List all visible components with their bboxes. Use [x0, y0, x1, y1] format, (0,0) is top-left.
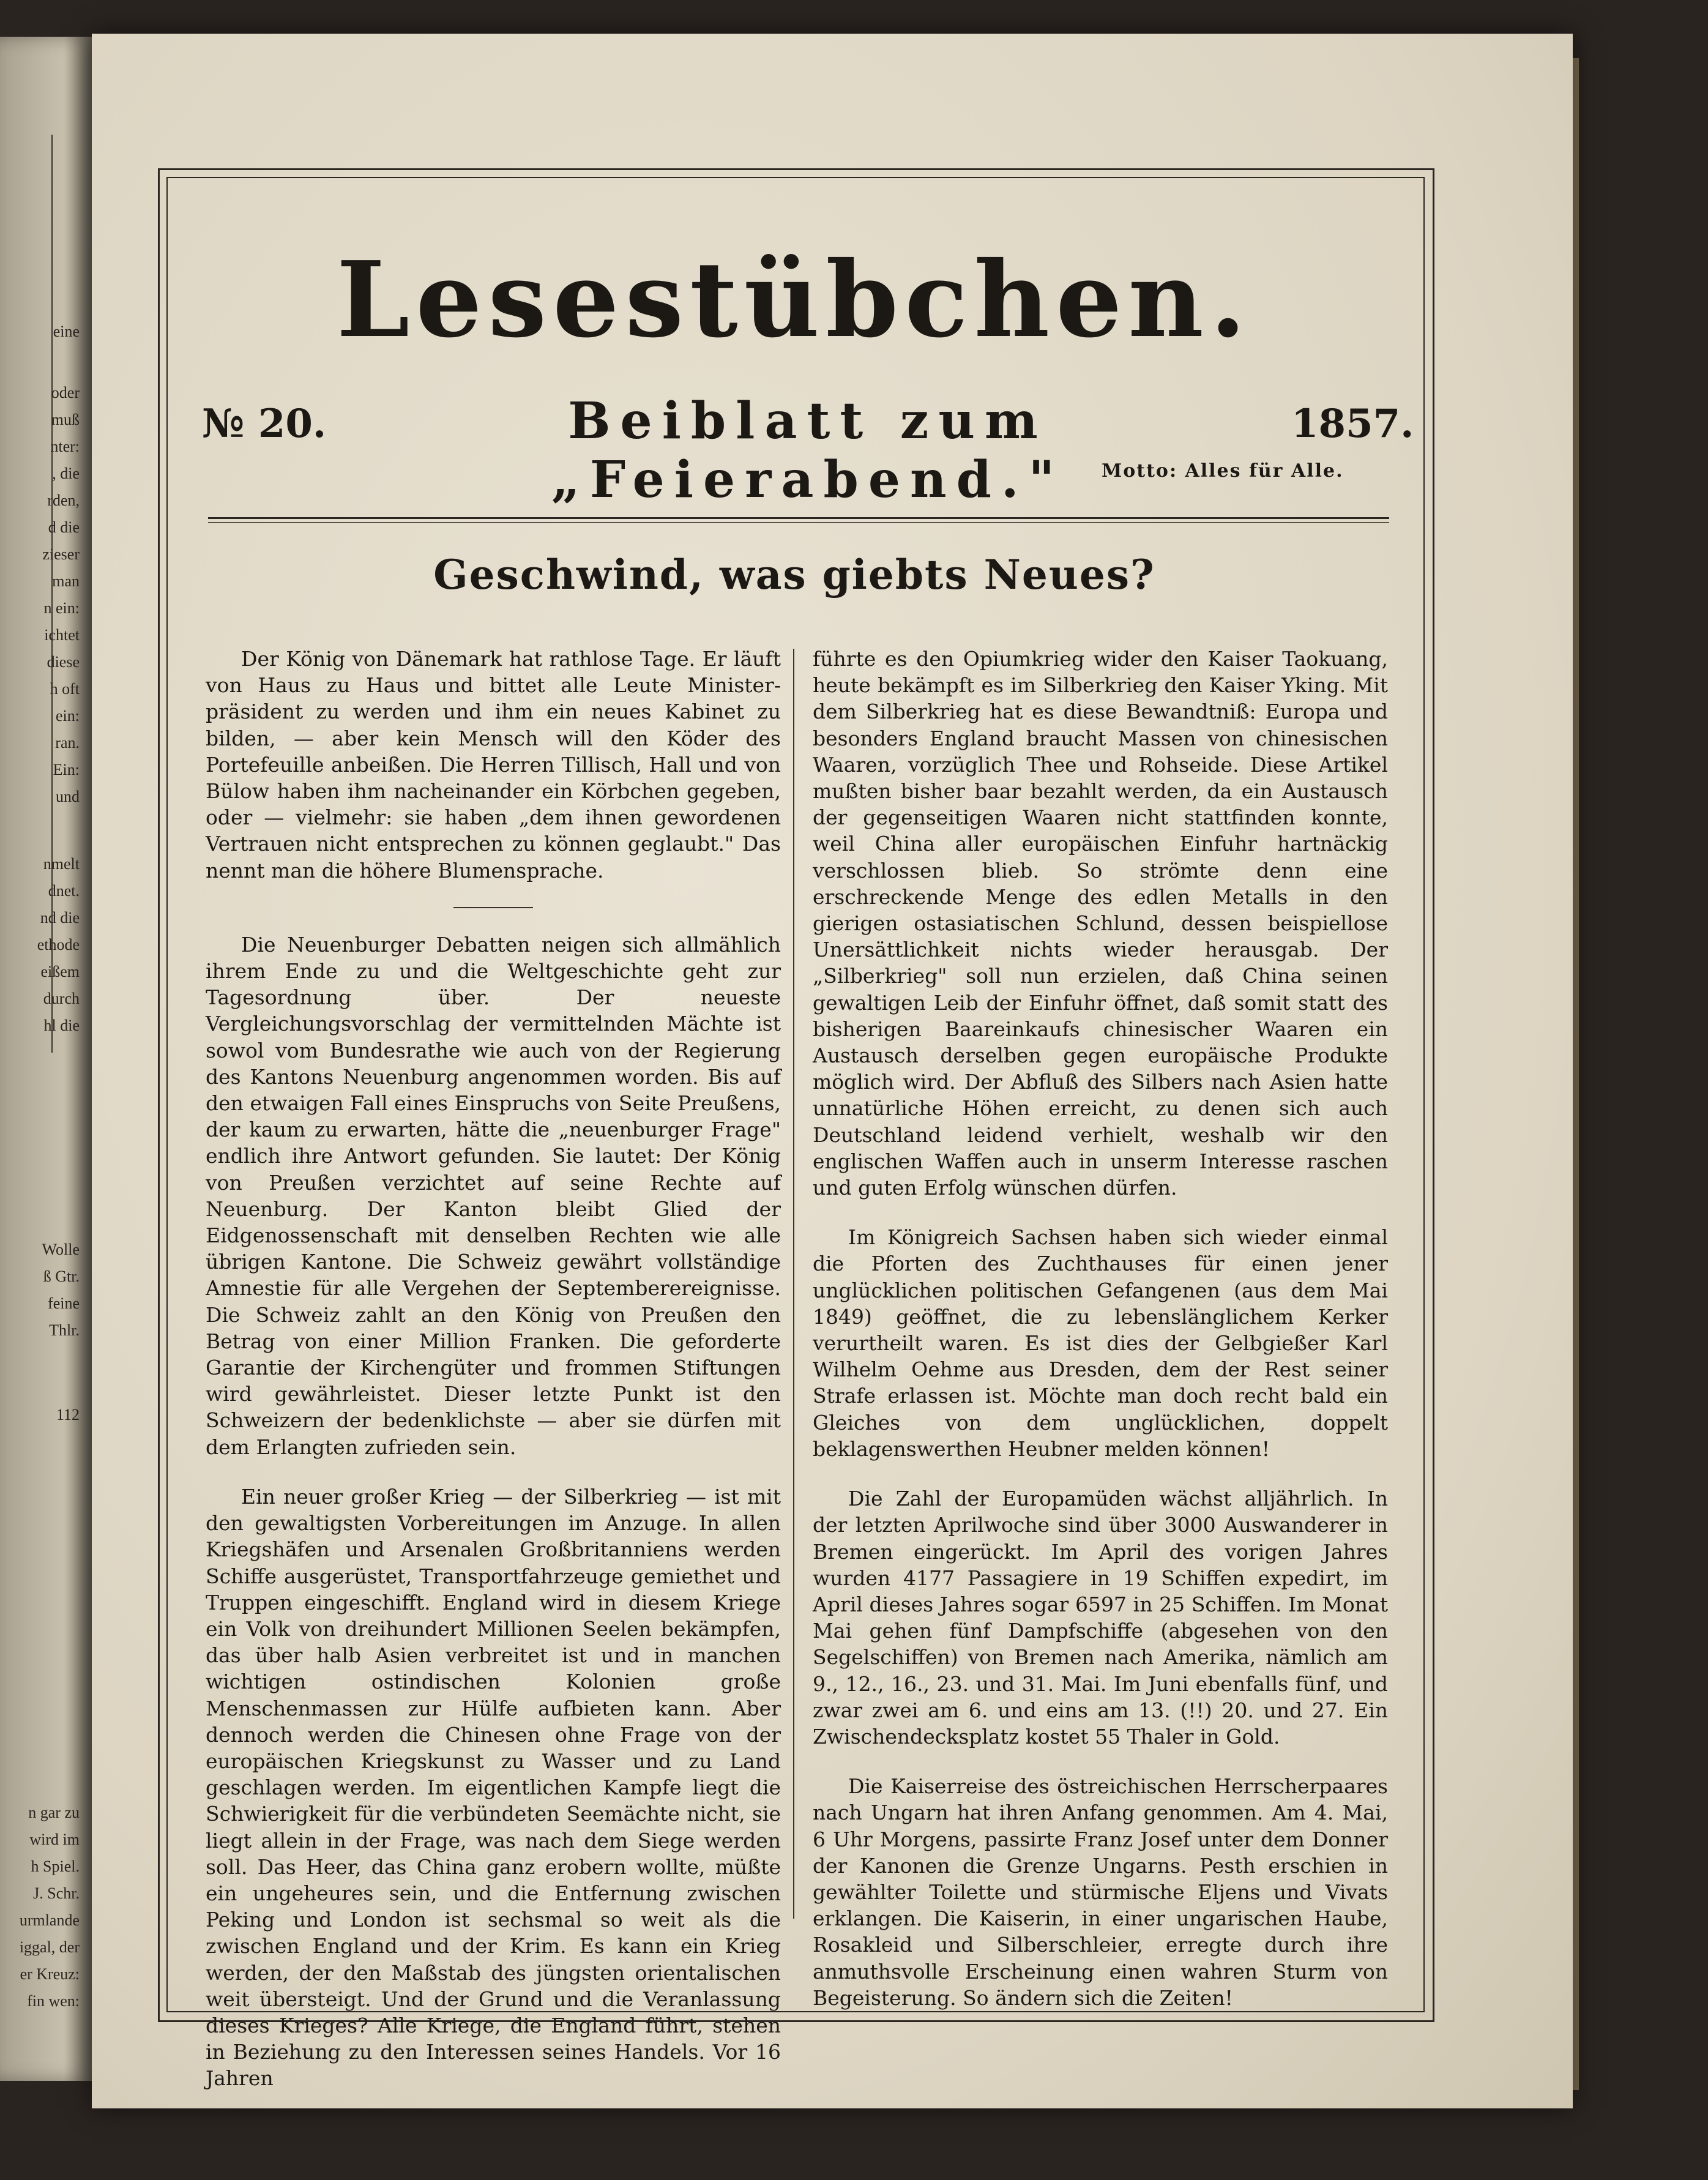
facing-page-fragment: h Spiel. — [31, 1857, 80, 1875]
facing-page-fragment: fin wen: — [27, 1992, 80, 2010]
facing-page-fragment: nmelt — [43, 855, 80, 873]
facing-page-fragment: Thlr. — [49, 1321, 80, 1339]
facing-page-fragment: ran. — [55, 734, 80, 752]
article-paragraph: Ein neuer großer Krieg — der Silberkrieg — ist mit den gewaltigsten Vorbereitungen im Anzuge. In allen Kriegshäfen und Arsenalen Großbritanniens werden Schiffe ausgerüstet, Transportfahrzeuge gemiethet und Truppen eingeschifft. England wird in diesem Kriege ein Volk von dreihundert Millionen Seelen bekämpfen, das über halb Asien verbreitet ist und in manchen wichtigen ostindischen Kolonien große Menschenmassen zur Hülfe aufbieten kann. Aber dennoch werden die Chinesen ohne Frage von der europäischen Kriegskunst zu Wasser und zu Land geschlagen werden. Im eigentlichen Kampfe liegt die Schwierigkeit für die verbündeten Seemächte nicht, sie liegt allein in der Frage, was nach dem Siege werden soll. Das Heer, das China ganz erobern wollte, müßte ein ungeheures sein, und die Entfernung zwischen Peking und London ist sechsmal so weit als die zwischen England und der Krim. Es kann ein Krieg werden, der den Maßstab des jüngsten orientalischen weit übersteigt. Und der Grund und die Veranlassung dieses Krieges? Alle Kriege, die England führt, stehen in Beziehung zu den Interessen seines Handels. Vor 16 Jahren — [206, 1484, 781, 2091]
facing-page-fragment: diese — [47, 653, 80, 671]
column-divider — [793, 649, 794, 1919]
facing-page-fragment: durch — [43, 990, 80, 1007]
article-paragraph: Die Zahl der Europamüden wächst alljährlich. In der letzten Aprilwoche sind über 3000 Auswanderer in Bremen eingerückt. Im April des vorigen Jahres wurden 4177 Passagiere in 19 Schiffen expedirt, im April dieses Jahres sogar 6597 in 25 Schiffen. Im Monat Mai gehen fünf Dampfschiffe (abgesehen von den Segelschiffen) von Bremen nach Amerika, nämlich am 9., 12., 16., 23. und 31. Mai. Im Juni ebenfalls fünf, und zwar zwei am 6. und eins am 13. (!!) 20. und 27. Ein Zwischendecksplatz kostet 55 Thaler in Gold. — [813, 1487, 1388, 1749]
left-column — [206, 646, 781, 2115]
facing-page-fragment: eißem — [40, 963, 80, 980]
facing-page-fragment: zieser — [42, 545, 80, 563]
facing-page-fragment: ein: — [56, 707, 80, 725]
facing-page-fragment: n gar zu — [28, 1804, 80, 1821]
masthead-title: Lesestübchen. — [336, 239, 1253, 361]
facing-page-fragment: d die — [48, 518, 80, 536]
article-headline: Geschwind, was giebts Neues? — [433, 551, 1155, 599]
facing-page-fragment: hl die — [43, 1017, 80, 1034]
facing-page-fragment: er Kreuz: — [20, 1965, 80, 1983]
article-paragraph: Die Kaiserreise des östreichischen Herrscherpaares nach Ungarn hat ihren Anfang genommen. Am 4. Mai, 6 Uhr Morgens, passirte Franz Josef unter dem Donner der Kanonen die Grenze Ungarns. Pesth erschien in gewählter Toilette und stürmische Eljens und Vivats erklangen. Die Kaiserin, in einer ungarischen Haube, Rosakleid und Silberschleier, erregte durch ihre anmuthsvolle Erscheinung einen wahren Sturm von Begeisterung. So ändern sich die Zeiten! — [813, 1774, 1388, 2010]
facing-page-fragment: 112 — [56, 1406, 80, 1424]
facing-page-fragment: muß — [51, 411, 80, 428]
facing-page-fragment: Ein: — [53, 761, 80, 778]
article-paragraph: führte es den Opiumkrieg wider den Kaiser Taokuang, heute bekämpft es im Silberkrieg den Kaiser Yking. Mit dem Silberkrieg hat es diese Bewandtniß: Europa und besonders England braucht Massen von chinesischen Waaren, vorzüglich Thee und Rohseide. Diese Artikel mußten bisher baar bezahlt werden, da ein Austausch der gegenseitigen Waaren nicht stattfinden konnte, weil China aller europäischen Einfuhr hartnäckig verschlossen blieb. So strömte denn eine erschreckende Menge des edlen Metalls in den gierigen ostasiatischen Schlund, dessen beispiellose Unersättlichkeit nichts wieder herausgab. Der „Silberkrieg" soll nun erzielen, daß China seinen gewaltigen Leib der Einfuhr öffnet, daß somit statt des bisherigen Baareinkaufs chinesischer Waaren ein Austausch derselben gegen europäische Produkte möglich wird. Der Abfluß des Silbers nach Asien hatte unnatürliche Höhen erreicht, zu denen sich auch Deutschland leidend verhielt, weshalb wir den englischen Waffen auch in unserm Interesse raschen und guten Erfolg wünschen dürfen. — [813, 647, 1388, 1200]
article-paragraph: Im Königreich Sachsen haben sich wieder einmal die Pforten des Zuchthauses für einen jener unglücklichen politischen Gefangenen (aus dem Mai 1849) geöffnet, die zu lebenslänglichem Kerker verurtheilt waren. Es ist dies der Gelbgießer Karl Wilhelm Oehme aus Dresden, dem der Rest seiner Strafe erlassen ist. Möchte man doch recht bald ein Gleiches von dem unglücklichen, doppelt beklagenswerthen Heubner melden können! — [813, 1225, 1388, 1461]
facing-page-fragment: J. Schr. — [33, 1884, 80, 1902]
header-rule-thin — [208, 522, 1389, 523]
facing-page-fragment: dnet. — [48, 882, 80, 900]
facing-page — [0, 37, 92, 2081]
facing-page-fragment: Wolle — [42, 1241, 80, 1258]
facing-page-fragment: oder — [51, 384, 80, 401]
facing-page-fragment: eine — [53, 323, 80, 340]
article-paragraph: Der König von Dänemark hat rathlose Tage. Er läuft von Haus zu Haus und bittet alle Leute Ministerpräsident zu werden und ihm ein neues Kabinet zu bilden, — aber kein Mensch will den Köder des Portefeuille anbeißen. Die Herren Tillisch, Hall und von Bülow haben ihm nacheinander ein Körbchen gegeben, oder — vielmehr: sie haben „dem ihnen gewordenen Vertrauen nicht entsprechen zu können geglaubt." Das nennt man die höhere Blumensprache. — [206, 647, 781, 883]
issue-year: 1857. — [1291, 401, 1414, 447]
right-column — [813, 646, 1388, 2034]
facing-page-fragment: iggal, der — [19, 1938, 80, 1956]
section-separator — [453, 907, 533, 908]
masthead-subtitle: Beiblatt zum „Feierabend." — [551, 392, 1065, 509]
facing-page-fragment: nter: — [50, 438, 80, 455]
facing-page-fragment: und — [56, 788, 80, 805]
motto: Motto: Alles für Alle. — [1102, 460, 1344, 482]
article-paragraph: Die Neuenburger Debatten neigen sich allmählich ihrem Ende zu und die Weltgeschichte geht zur Tagesordnung über. Der neueste Vergleichungsvorschlag der vermittelnden Mächte ist sowol vom Bundesrathe wie auch von der Regierung des Kantons Neuenburg angenommen worden. Bis auf den etwaigen Fall eines Einspruchs von Seite Preußens, der kaum zu erwarten, hätte die „neuenburger Frage" endlich ihre Antwort gefunden. Sie lautet: Der König von Preußen verzichtet auf seine Rechte auf Neuenburg. Der Kanton bleibt Glied der Eidgenossenschaft mit denselben Rechten wie alle übrigen Kantone. Die Schweiz gewährt vollständige Amnestie für alle Vergehen der Septemberereignisse. Die Schweiz zahlt an den König von Preußen den Betrag von einer Million Franken. Die geforderte Garantie der Kirchengüter und frommen Stiftungen wird gewährleistet. Dieser letzte Punkt ist den Schweizern der bedenklichste — aber sie dürfen mit dem Erlangten zufrieden sein. — [206, 932, 781, 1459]
facing-page-fragment: feine — [48, 1294, 80, 1312]
facing-page-fragment: , die — [52, 465, 80, 482]
facing-page-fragment: nd die — [40, 909, 80, 927]
facing-page-fragment: urmlande — [19, 1911, 80, 1929]
facing-page-fragment: ichtet — [44, 626, 80, 644]
facing-page-fragment: ethode — [37, 936, 80, 954]
header-rule — [208, 517, 1389, 519]
issue-number: № 20. — [202, 401, 327, 447]
facing-page-fragment: ß Gtr. — [43, 1267, 80, 1285]
facing-page-fragment: rden, — [47, 491, 80, 509]
facing-page-fragment: h oft — [50, 680, 80, 698]
facing-page-fragment: wird im — [29, 1831, 80, 1848]
facing-page-fragment: man — [52, 572, 80, 590]
facing-page-fragment: n ein: — [43, 599, 80, 617]
